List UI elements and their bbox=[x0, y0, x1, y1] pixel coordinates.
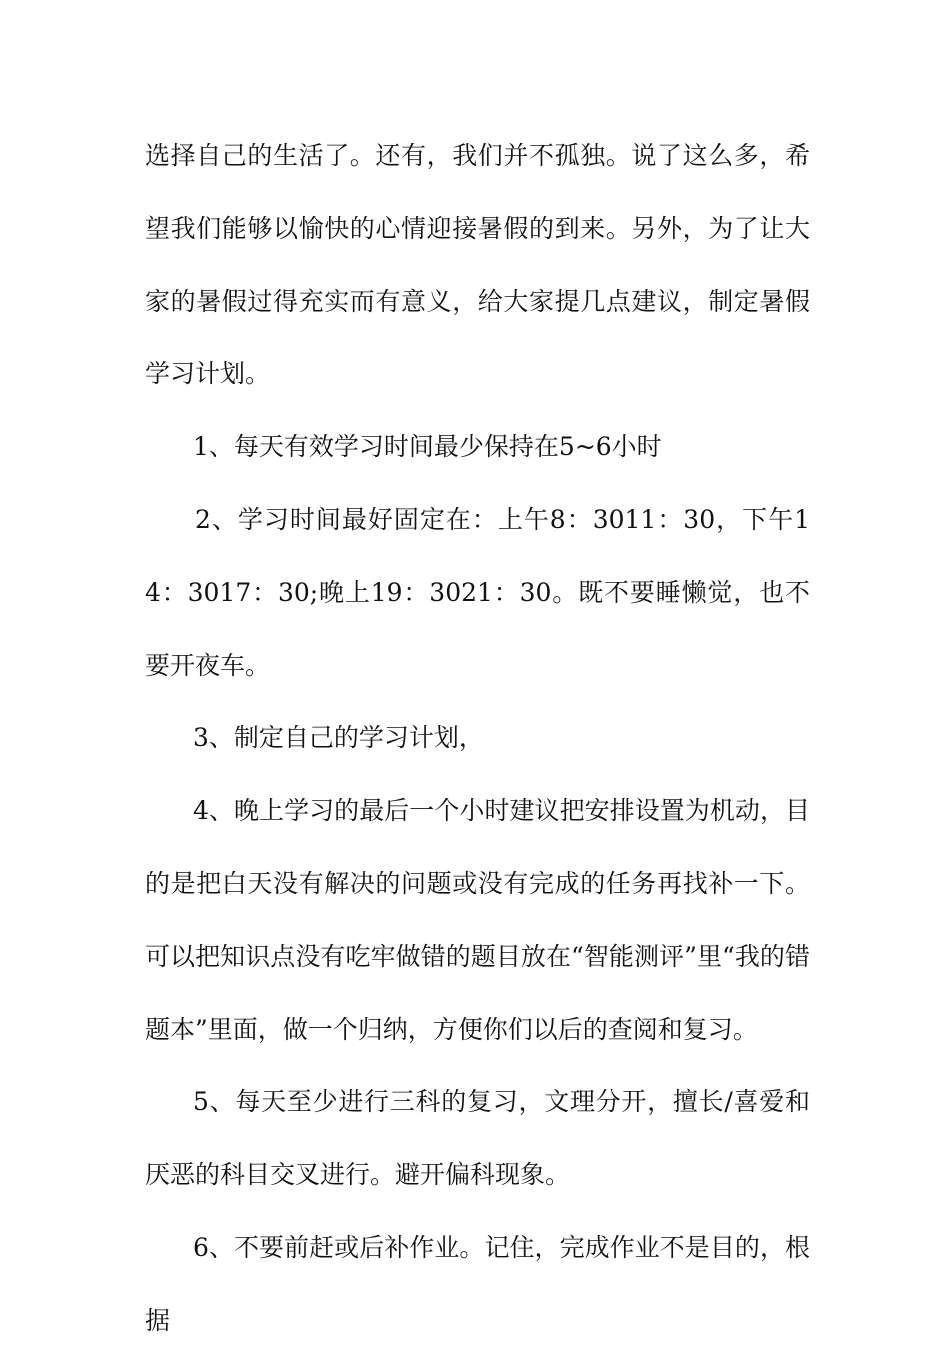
document-body bbox=[145, 120, 810, 1358]
paragraph-tip-5: 5、每天至少进行三科的复习，文理分开，擅长/喜爱和厌恶的科目交叉进行。避开偏科现象。 bbox=[145, 1087, 810, 1190]
paragraph-tip-1: 1、每天有效学习时间最少保持在5~6小时 bbox=[193, 432, 662, 462]
paragraph-intro-continued: 选择自己的生活了。还有，我们并不孤独。说了这么多，希望我们能够以愉快的心情迎接暑假的到来。另外，为了让大家的暑假过得充实而有意义，给大家提几点建议，制定暑假学习计划。 bbox=[145, 141, 810, 389]
paragraph-tip-2: 2、学习时间最好固定在：上午8：3011：30，下午14：3017：30;晚上19：3021：30。既不要睡懒觉，也不要开夜车。 bbox=[145, 504, 810, 680]
paragraph-tip-6: 6、不要前赶或后补作业。记住，完成作业不是目的，根据 bbox=[145, 1232, 810, 1335]
paragraph-tip-4: 4、晚上学习的最后一个小时建议把安排设置为机动，目的是把白天没有解决的问题或没有完成的任务再找补一下。可以把知识点没有吃牢做错的题目放在“智能测评”里“我的错题本”里面，做一个归纳，方便你们以后的查阅和复习。 bbox=[145, 796, 810, 1044]
paragraph-tip-3: 3、制定自己的学习计划， bbox=[193, 723, 484, 753]
